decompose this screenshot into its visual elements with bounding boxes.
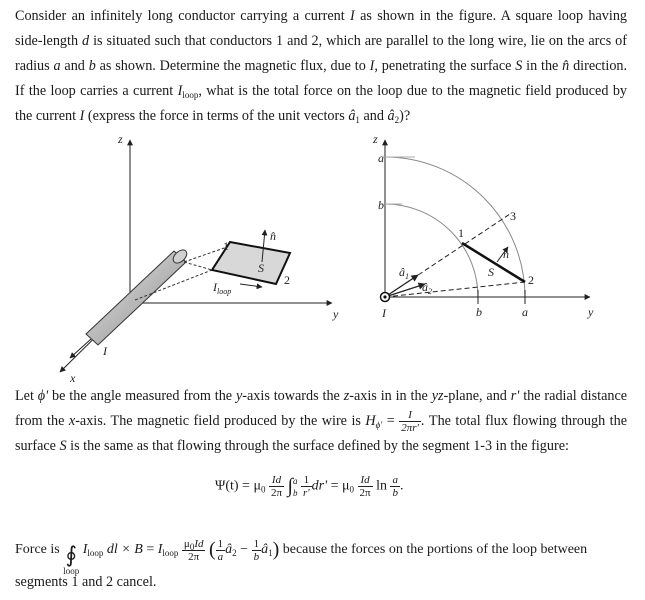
right-figure xyxy=(372,132,594,320)
right-b-label-z: b xyxy=(378,198,384,212)
solution-paragraph: Let ϕ' be the angle measured from the y-axis towards the z-axis in in the yz-plane, and r' the radial distance from the x-axis. The magnetic field produced by the wire is $H_{\phi'}$ = $\frac{I}{2\pi r'}$ . The total flux flowing through the surface S is the same as that flowing through the surface defined by the segment 1-3 in the figure: xyxy=(15,388,628,455)
left-z-label: z xyxy=(118,132,123,146)
ray-to-2 xyxy=(385,282,525,297)
left-iloop-label: $I_{loop}$ xyxy=(213,280,232,296)
arc-b xyxy=(385,204,478,297)
left-label-1: 1 xyxy=(223,239,229,253)
h-field-fraction: $\frac{I}{2\pi r'}$ xyxy=(401,409,419,435)
right-b-label-y: b xyxy=(476,305,482,319)
left-x-label: x xyxy=(70,371,76,385)
left-label-2: 2 xyxy=(284,273,290,287)
left-s-label: S xyxy=(258,261,264,275)
right-a-label-z: a xyxy=(378,151,384,165)
wire-cylinder xyxy=(86,247,189,345)
right-label-2: 2 xyxy=(528,273,534,287)
right-a1-label: $â_1$ xyxy=(399,265,409,281)
right-z-label: z xyxy=(373,132,378,146)
right-a2-label: $â_2$ xyxy=(422,280,432,296)
force-equation: Force is ∮ loop $I_{loop}$ dl × $B = I_{loop}$ $\frac{\mu_0Id}{2\pi}$ ( $\frac{1}{a}$ $â_2$ − $\frac{1}{b}$ $â_1$) because the forces on the portions of the loop between xyxy=(15,537,588,576)
right-y-label: y xyxy=(588,305,594,319)
left-y-label: y xyxy=(333,307,339,321)
left-figure xyxy=(60,132,339,385)
right-n-label: n̂ xyxy=(503,247,509,261)
right-label-1: 1 xyxy=(458,226,464,240)
problem-statement: Consider an infinitely long conductor carrying a current I as shown in the figure. A square loop having side-length d is situated such that conductors 1 and 2, which are parallel to the long wire, lie on the arcs of radius a and b as shown. Determine the magnetic flux, due to I, penetrating the surface S in the n̂ direction. If the loop carries a current $I_{loop}$, what is the total force on the loop due to the magnetic field produced by the current I (express the force in terms of the unit vectors $â_1$ and $â_2$)? xyxy=(15,8,628,125)
loop-current-arrow xyxy=(240,284,262,287)
left-I-label: I xyxy=(103,344,107,358)
right-s-label: S xyxy=(488,265,494,279)
right-label-3: 3 xyxy=(510,209,516,223)
wire-current-arrow xyxy=(70,339,91,358)
flux-equation: $\Psi(t) = \mu_0$ $\frac{Id}{2\pi}$ ∫ a b $\frac{1}{r'}$ $dr' = \mu_0$ $\frac{Id}{2\pi}$ ln $\frac{a}{b}$ . xyxy=(215,474,404,499)
right-a-label-y: a xyxy=(522,305,528,319)
right-I-label: I xyxy=(382,306,386,320)
left-n-label: n̂ xyxy=(270,229,276,243)
force-conclusion: segments 1 and 2 cancel. xyxy=(15,574,157,590)
